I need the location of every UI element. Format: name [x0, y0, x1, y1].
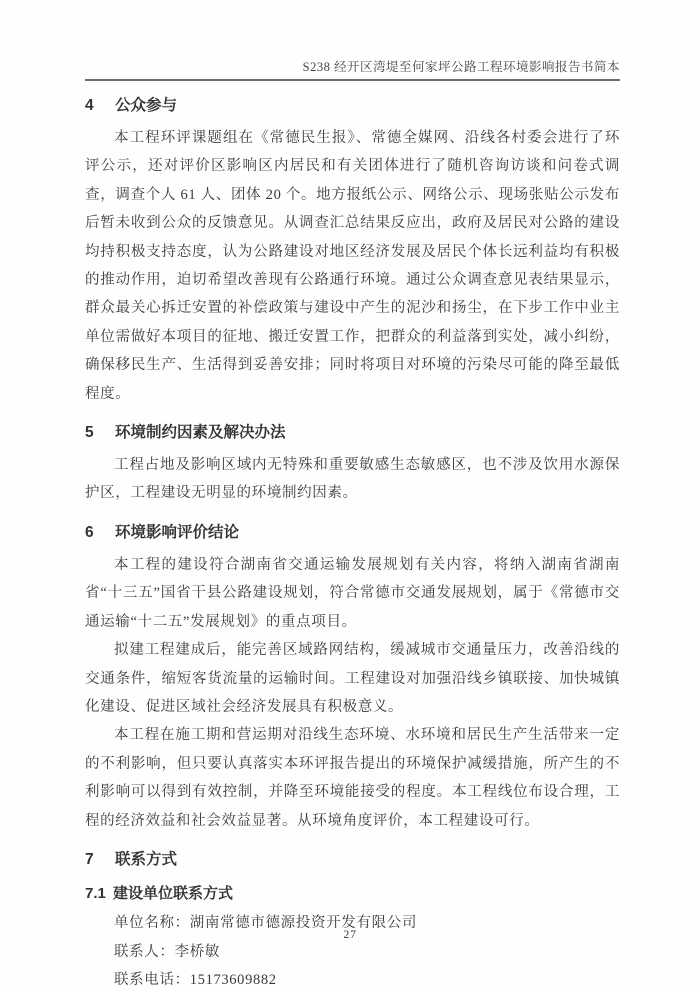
section-heading-6	[85, 524, 620, 541]
section-heading-5	[85, 424, 620, 441]
section-number: 5	[85, 424, 94, 442]
subsection-heading-7-1	[85, 885, 620, 902]
section-title: 环境影响评价结论	[115, 523, 240, 541]
section-title: 联系方式	[115, 850, 178, 868]
section-number: 4	[85, 97, 94, 114]
running-header	[85, 60, 620, 81]
contact-person: 联系人：李桥敏	[114, 943, 221, 960]
paragraph: 工程占地及影响区域内无特殊和重要敏感生态敏感区，也不涉及饮用水源保护区，工程建设无明显的环境制约因素。	[85, 457, 620, 502]
section-title: 环境制约因素及解决办法	[115, 424, 286, 442]
paragraph: 本工程环评课题组在《常德民生报》、常德全媒网、沿线各村委会进行了环评公示，还对评价区影响区内居民和有关团体进行了随机咨询访谈和问卷式调查，调查个人 61 人、团体 20 个。地方报纸公示、网络公示、现场张贴公示发布后暂未收到公众的反馈意见。从调查汇总结果反应出，政府及居民对公路的建设均持积极支持态度，认为公路建设对地区经济发展及居民个体长远利益均有积极的推动作用，迫切希望改善现有公路通行环境。通过公众调查意见表结果显示，群众最关心拆迁安置的补偿政策与建设中产生的泥沙和扬尘，在下步工作中业主单位需做好本项目的征地、搬迁安置工作，把群众的利益落到实处，减小纠纷，确保移民生产、生活得到妥善安排；同时将项目对环境的污染尽可能的降至最低程度。	[85, 130, 620, 402]
contact-phone: 联系电话：15173609882	[114, 972, 277, 989]
paragraph: 拟建工程建成后，能完善区域路网结构，缓减城市交通量压力，改善沿线的交通条件，缩短客货流量的运输时间。工程建设对加强沿线乡镇联接、加快城镇化建设、促进区域社会经济发展具有积极意义。	[85, 642, 620, 715]
contact-unit-name: 单位名称：湖南常德市德源投资开发有限公司	[114, 914, 418, 931]
section-number: 6	[85, 523, 94, 541]
running-header-title: S238 经开区湾堤至何家坪公路工程环境影响报告书简本	[302, 60, 620, 74]
subsection-number: 7.1	[85, 884, 106, 902]
page-number: 27	[343, 927, 357, 941]
section-heading-4	[85, 97, 620, 114]
section-number: 7	[85, 850, 94, 868]
section-title: 公众参与	[115, 97, 178, 114]
paragraph: 本工程的建设符合湖南省交通运输发展规划有关内容，将纳入湖南省湖南省“十三五”国省干县公路建设规划，符合常德市交通发展规划，属于《常德市交通运输“十二五”发展规划》的重点项目。	[85, 556, 620, 630]
paragraph: 本工程在施工期和营运期对沿线生态环境、水环境和居民生产生活带来一定的不利影响，但只要认真落实本环评报告提出的环境保护减缓措施，所产生的不利影响可以得到有效控制，并降至环境能接受的程度。本工程线位布设合理，工程的经济效益和社会效益显著。从环境角度评价，本工程建设可行。	[85, 727, 620, 829]
subsection-title: 建设单位联系方式	[113, 884, 234, 902]
section-heading-7	[85, 851, 620, 868]
